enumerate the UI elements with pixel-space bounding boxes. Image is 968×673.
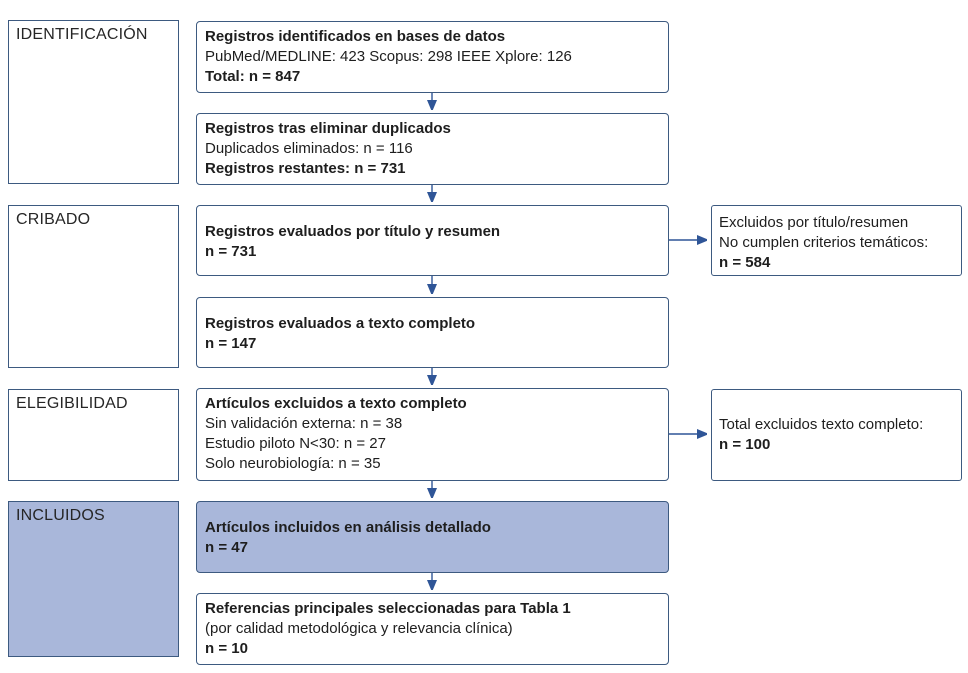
excluded-reason-validation: Sin validación externa: n = 38 — [205, 415, 403, 432]
box-screened — [196, 205, 669, 276]
dedup-remaining: Registros restantes: n = 731 — [205, 160, 406, 177]
side-box-excluded-total — [711, 389, 962, 481]
box-included — [196, 501, 669, 573]
included-title: Artículos incluidos en análisis detallado — [205, 519, 491, 536]
references-subtitle: (por calidad metodológica y relevancia clínica) — [205, 620, 513, 637]
excluded-screening-line2: No cumplen criterios temáticos: — [719, 234, 929, 251]
excluded-fulltext-title: Artículos excluidos a texto completo — [205, 395, 467, 412]
dedup-removed: Duplicados eliminados: n = 116 — [205, 140, 413, 157]
excluded-screening-line1: Excluidos por título/resumen — [719, 214, 909, 231]
dedup-title: Registros tras eliminar duplicados — [205, 120, 451, 137]
screened-title: Registros evaluados por título y resumen — [205, 223, 501, 240]
box-excluded-fulltext — [196, 388, 669, 481]
phase-label-elegibilidad: ELEGIBILIDAD — [16, 395, 128, 412]
excluded-reason-pilot: Estudio piloto N<30: n = 27 — [205, 435, 386, 452]
excluded-total-line1: Total excluidos texto completo: — [719, 416, 924, 433]
side-box-excluded-screening — [711, 205, 962, 276]
box-deduplicated — [196, 113, 669, 185]
references-n: n = 10 — [205, 640, 248, 657]
identified-total: Total: n = 847 — [205, 68, 301, 85]
excluded-total-n: n = 100 — [719, 436, 771, 453]
box-identified — [196, 21, 669, 93]
identified-title: Registros identificados en bases de datos — [205, 28, 506, 45]
box-references — [196, 593, 669, 665]
fulltext-n: n = 147 — [205, 335, 257, 352]
excluded-reason-neurobiology: Solo neurobiología: n = 35 — [205, 455, 381, 472]
phase-label-cribado: CRIBADO — [16, 211, 91, 228]
box-fulltext — [196, 297, 669, 368]
phase-label-incluidos: INCLUIDOS — [16, 507, 105, 524]
phase-label-identificacion: IDENTIFICACIÓN — [16, 26, 148, 43]
fulltext-title: Registros evaluados a texto completo — [205, 315, 476, 332]
identified-sources: PubMed/MEDLINE: 423 Scopus: 298 IEEE Xplore: 126 — [205, 48, 572, 65]
excluded-screening-n: n = 584 — [719, 254, 771, 271]
references-title: Referencias principales seleccionadas para Tabla 1 — [205, 600, 571, 617]
screened-n: n = 731 — [205, 243, 257, 260]
included-n: n = 47 — [205, 539, 248, 556]
